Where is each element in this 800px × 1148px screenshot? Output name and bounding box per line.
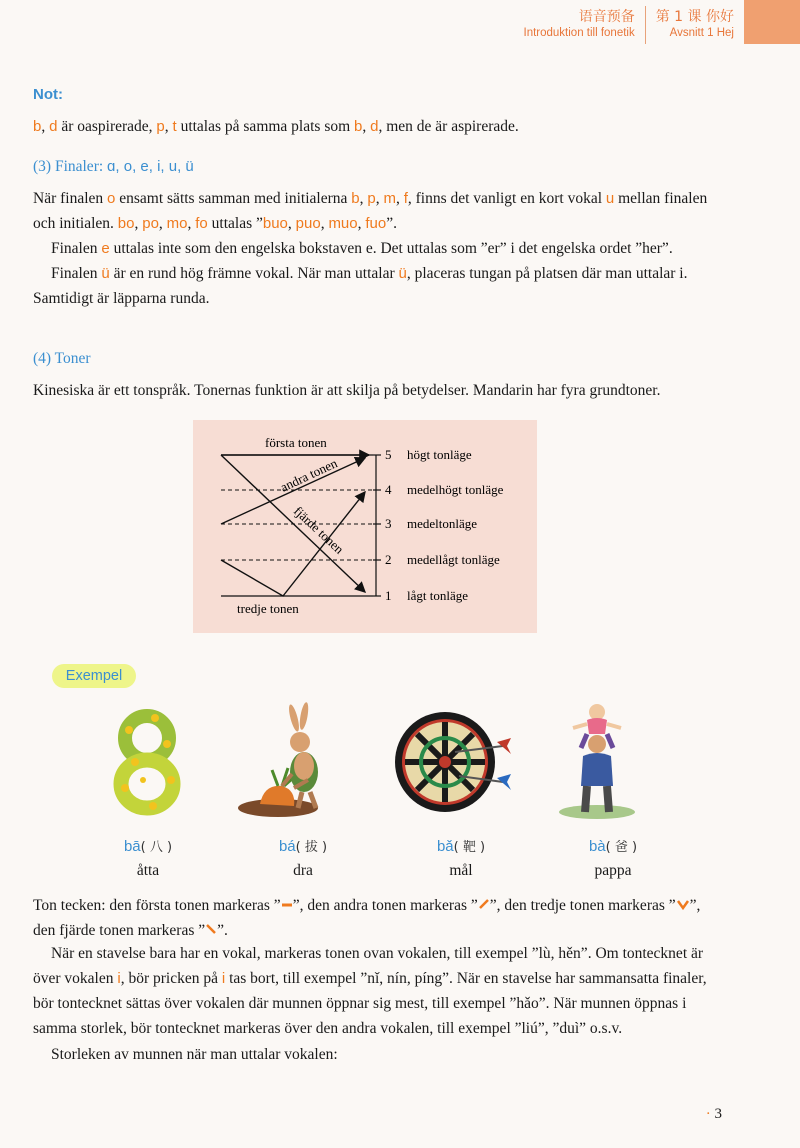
tone-diagram [193, 420, 537, 633]
text-run: , [357, 215, 366, 232]
dartboard-icon [393, 700, 515, 820]
section4-heading: (4) Toner [33, 350, 91, 367]
header-section [524, 0, 645, 44]
level-label-2: medellågt tonläge [407, 552, 500, 567]
example-caption-3 [401, 836, 521, 880]
note-text-content [33, 118, 519, 135]
example-swedish-1: åtta [136, 862, 160, 879]
tone1-label: första tonen [265, 435, 327, 450]
section3-heading-letters: ɑ, o, e, i, u, ü [107, 158, 194, 175]
pinyin-highlight: b [33, 118, 42, 135]
text-run: är en rund hög främne vokal. När man uttalar [109, 265, 399, 282]
pinyin-highlight: b [354, 118, 363, 135]
example-swedish-3: mål [449, 862, 473, 879]
pinyin-highlight: p [367, 190, 376, 207]
level-num-1: 1 [385, 588, 392, 603]
section3-heading [33, 158, 194, 176]
text-run: , placeras tungan på platsen där man uttalar i. Samtidigt är läpparna runda. [33, 265, 688, 307]
text-run: , [375, 190, 384, 207]
section3-paragraph-3 [33, 261, 725, 311]
text-run: , [362, 118, 371, 135]
level-label-4: medelhögt tonläge [407, 482, 504, 497]
pinyin-highlight: d [49, 118, 58, 135]
level-num-5: 5 [385, 447, 392, 462]
tone-marks-part-2: ”, den andra tonen markeras ” [292, 897, 478, 914]
text-run: , [164, 118, 173, 135]
tone-marks-part-3: ”, den tredje tonen markeras ” [489, 897, 676, 914]
example-hanzi-2: ( 拔 ) [295, 840, 328, 855]
text-run: , men de är aspirerade. [378, 118, 519, 135]
note-label: Not: [33, 86, 63, 103]
pinyin-highlight: t [172, 118, 177, 135]
pinyin-highlight: mo [166, 215, 188, 232]
section3-heading-prefix: (3) Finaler: [33, 158, 108, 175]
text-run: , [395, 190, 404, 207]
example-pinyin-3: bǎ [436, 838, 454, 855]
pinyin-highlight: d [370, 118, 379, 135]
level-num-2: 2 [385, 552, 392, 567]
text-run: ensamt sätts samman med initialerna [115, 190, 352, 207]
text-run: uttalas på samma plats som [176, 118, 355, 135]
pinyin-highlight: u [605, 190, 615, 207]
father-and-child-icon [557, 700, 637, 820]
tone-diagram-svg [193, 420, 537, 633]
text-run: , [320, 215, 329, 232]
text-run: Finalen [51, 265, 102, 282]
section3-paragraph-2 [33, 236, 725, 261]
tone-marks-part-5: ”. [217, 922, 228, 939]
example-hanzi-3: ( 靶 ) [453, 840, 486, 855]
tone4-mark-icon [205, 923, 217, 935]
tone3-mark-icon [676, 898, 690, 910]
example-pinyin-2: bá [278, 838, 296, 855]
pinyin-highlight: i [221, 970, 226, 987]
example-swedish-4: pappa [594, 862, 632, 879]
pinyin-highlight: fo [195, 215, 208, 232]
rules-paragraph [33, 941, 725, 1041]
header-lesson-sv: Avsnitt 1 Hej [669, 27, 734, 39]
tone-marks-text [33, 893, 725, 943]
section3-paragraph-1 [33, 186, 725, 236]
example-caption-1 [88, 836, 208, 880]
tone2-mark-icon [478, 898, 490, 910]
tone2-label: andra tonen [277, 455, 340, 495]
number-eight-icon [95, 700, 200, 820]
header-lesson [646, 0, 744, 44]
text-run: När en stavelse bara har en vokal, markeras tonen ovan vokalen, till exempel ”lù, hěn”. Om tontecknet är över vokalen [33, 945, 704, 987]
page-number: · 3 [705, 1106, 722, 1122]
pinyin-highlight: puo [295, 215, 321, 232]
text-run: , [187, 215, 196, 232]
example-caption-2 [243, 836, 363, 880]
tone1-mark-icon [281, 900, 293, 910]
example-hanzi-1: ( 八 ) [140, 840, 173, 855]
example-swedish-2: dra [293, 862, 313, 879]
level-label-1: lågt tonläge [407, 588, 469, 603]
example-pinyin-4: bà [588, 838, 606, 855]
pinyin-highlight: m [383, 190, 396, 207]
tone-marks-part-4: ”, den fjärde tonen markeras ” [33, 897, 701, 939]
text-run: Finalen [51, 240, 102, 257]
pinyin-highlight: po [142, 215, 159, 232]
page-header [524, 0, 800, 44]
text-run: tas bort, till exempel ”nǐ, nín, píng”. När en stavelse har sammansatta finaler, bör tontecknet sättas över vokalen där munnen öppnar sig mest, till exempel ”hǎo”. När munnen öppnas i samma storlek, bör tontecknet markeras över den andra vokalen, till exempel ”liú”, ”duì” o.s.v. [33, 970, 707, 1037]
pinyin-highlight: buo [262, 215, 288, 232]
pinyin-highlight: ü [398, 265, 407, 282]
text-run: uttalas inte som den engelska bokstaven e. Det uttalas som ”er” i det engelska ordet ”her”. [109, 240, 673, 257]
level-label-5: högt tonläge [407, 447, 472, 462]
header-lesson-zh: 第 1 课 你好 [655, 9, 734, 25]
level-num-3: 3 [385, 516, 392, 531]
text-run: , [359, 190, 368, 207]
text-run: , [158, 215, 167, 232]
pinyin-highlight: b [351, 190, 360, 207]
section4-text: Kinesiska är ett tonspråk. Tonernas funktion är att skilja på betydelser. Mandarin har fyra grundtoner. [33, 382, 661, 399]
level-num-4: 4 [385, 482, 392, 497]
text-run: är oaspirerade, [57, 118, 157, 135]
tone4-label: fjärde tonen [290, 503, 347, 557]
exempel-badge: Exempel [52, 664, 136, 688]
pinyin-highlight: e [101, 240, 110, 257]
example-hanzi-4: ( 爸 ) [605, 840, 638, 855]
pinyin-highlight: i [117, 970, 121, 987]
pinyin-highlight: o [107, 190, 116, 207]
rabbit-pulling-carrot-icon [238, 700, 350, 820]
text-run: mellan finalen och initialen. [33, 190, 708, 232]
tone-marks-part-1: Ton tecken: den första tonen markeras ” [33, 897, 281, 914]
example-caption-4 [553, 836, 673, 880]
text-run: , [134, 215, 143, 232]
example-pinyin-1: bā [123, 838, 141, 855]
text-run: När finalen [33, 190, 108, 207]
text-run: ”. [386, 215, 397, 232]
text-run: , [287, 215, 296, 232]
section3-body [33, 186, 725, 311]
pinyin-highlight: muo [328, 215, 358, 232]
note-text [33, 114, 725, 139]
pinyin-highlight: f [403, 190, 408, 207]
header-tab [744, 0, 800, 44]
rules-paragraph-2: Storleken av munnen när man uttalar vokalen: [51, 1046, 338, 1063]
pinyin-highlight: ü [101, 265, 110, 282]
pinyin-highlight: bo [117, 215, 135, 232]
header-section-sv: Introduktion till fonetik [523, 27, 635, 39]
pinyin-highlight: p [156, 118, 165, 135]
tone3-label: tredje tonen [237, 601, 299, 616]
pinyin-highlight: fuo [365, 215, 387, 232]
text-run: , bör pricken på [120, 970, 222, 987]
header-section-zh: 语音预备 [578, 9, 635, 25]
text-run: , finns det vanligt en kort vokal [407, 190, 606, 207]
page-number-value: 3 [714, 1106, 722, 1122]
text-run: , [41, 118, 50, 135]
level-label-3: medeltonläge [407, 516, 478, 531]
text-run: uttalas ” [207, 215, 263, 232]
